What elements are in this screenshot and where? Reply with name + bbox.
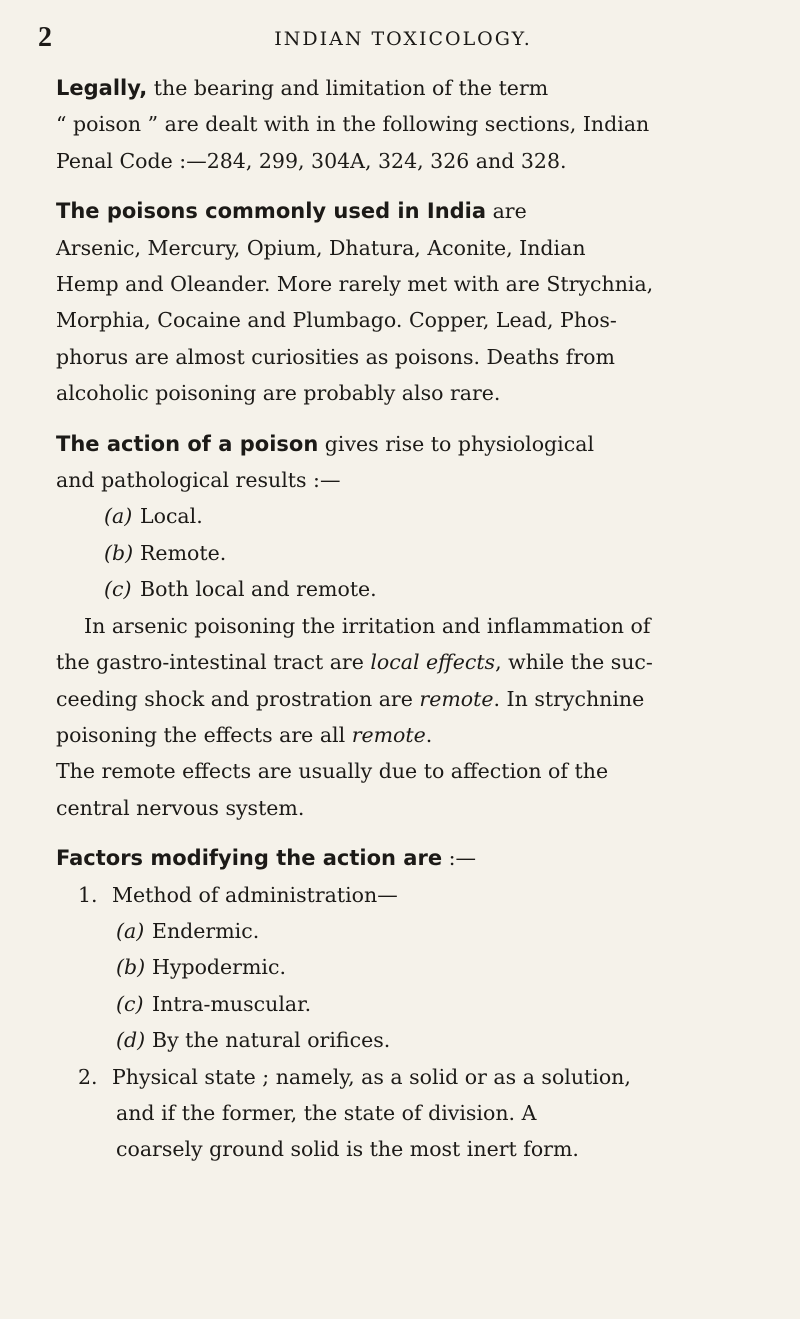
text-line: Hemp and Oleander. More rarely met with are Strychnia, (56, 272, 654, 297)
list-item: (d) By the natural orifices. (116, 1028, 391, 1053)
text-line: the gastro-intestinal tract are local effects, while the suc- (56, 650, 653, 675)
text-line: ceeding shock and prostration are remote. In strychnine (56, 686, 645, 711)
page-number: 2 (38, 22, 52, 53)
text-line: Penal Code :—284, 299, 304A, 324, 326 and 328. (56, 148, 567, 173)
text-line: Arsenic, Mercury, Opium, Dhatura, Aconite, Indian (56, 235, 586, 260)
text-line: The remote effects are usually due to affection of the (56, 759, 609, 784)
paragraph-legally (56, 70, 776, 179)
list-item: (c) Intra-muscular. (116, 991, 312, 1016)
text-line: central nervous system. (56, 795, 305, 820)
lead-action-of-poison: The action of a poison (56, 431, 319, 456)
paragraph-poisons-used (56, 193, 776, 411)
list-item: (c) Both local and remote. (104, 577, 377, 602)
lead-legally: Legally, (56, 76, 148, 100)
text-line: In arsenic poisoning the irritation and inflammation of (84, 613, 651, 638)
paragraph-factors (56, 840, 776, 1168)
list-item: (b) Remote. (104, 540, 227, 565)
text-line: Morphia, Cocaine and Plumbago. Copper, Lead, Phos- (56, 308, 617, 333)
text-line: are (486, 199, 527, 224)
running-head (38, 20, 768, 60)
text-line: coarsely ground solid is the most inert form. (116, 1137, 579, 1162)
text-line: the bearing and limitation of the term (147, 76, 549, 100)
list-item: (a) Local. (104, 504, 203, 529)
numbered-item: 1. Method of administration— (78, 882, 398, 907)
list-item: (a) Endermic. (116, 918, 260, 943)
text-line: poisoning the effects are all remote. (56, 722, 433, 747)
text-line: :— (442, 846, 477, 871)
list-item: (b) Hypodermic. (116, 955, 286, 980)
lead-factors: Factors modifying the action are (56, 846, 443, 871)
text-line: and pathological results :— (56, 468, 341, 493)
paragraph-arsenic (56, 608, 776, 754)
body-text (56, 70, 776, 1168)
text-line: alcoholic poisoning are probably also rare. (56, 381, 501, 406)
numbered-item: 2. Physical state ; namely, as a solid or as a solution, (78, 1064, 631, 1089)
text-line: “ poison ” are dealt with in the following sections, Indian (56, 112, 650, 137)
paragraph-remote-effects (56, 753, 776, 826)
text-line: and if the former, the state of division. A (116, 1100, 537, 1125)
lead-poisons-used: The poisons commonly used in India (56, 199, 487, 224)
text-line: phorus are almost curiosities as poisons. Deaths from (56, 344, 615, 369)
paragraph-action-of-poison (56, 426, 776, 608)
running-title: INDIAN TOXICOLOGY. (274, 28, 532, 50)
text-line: gives rise to physiological (318, 431, 594, 456)
